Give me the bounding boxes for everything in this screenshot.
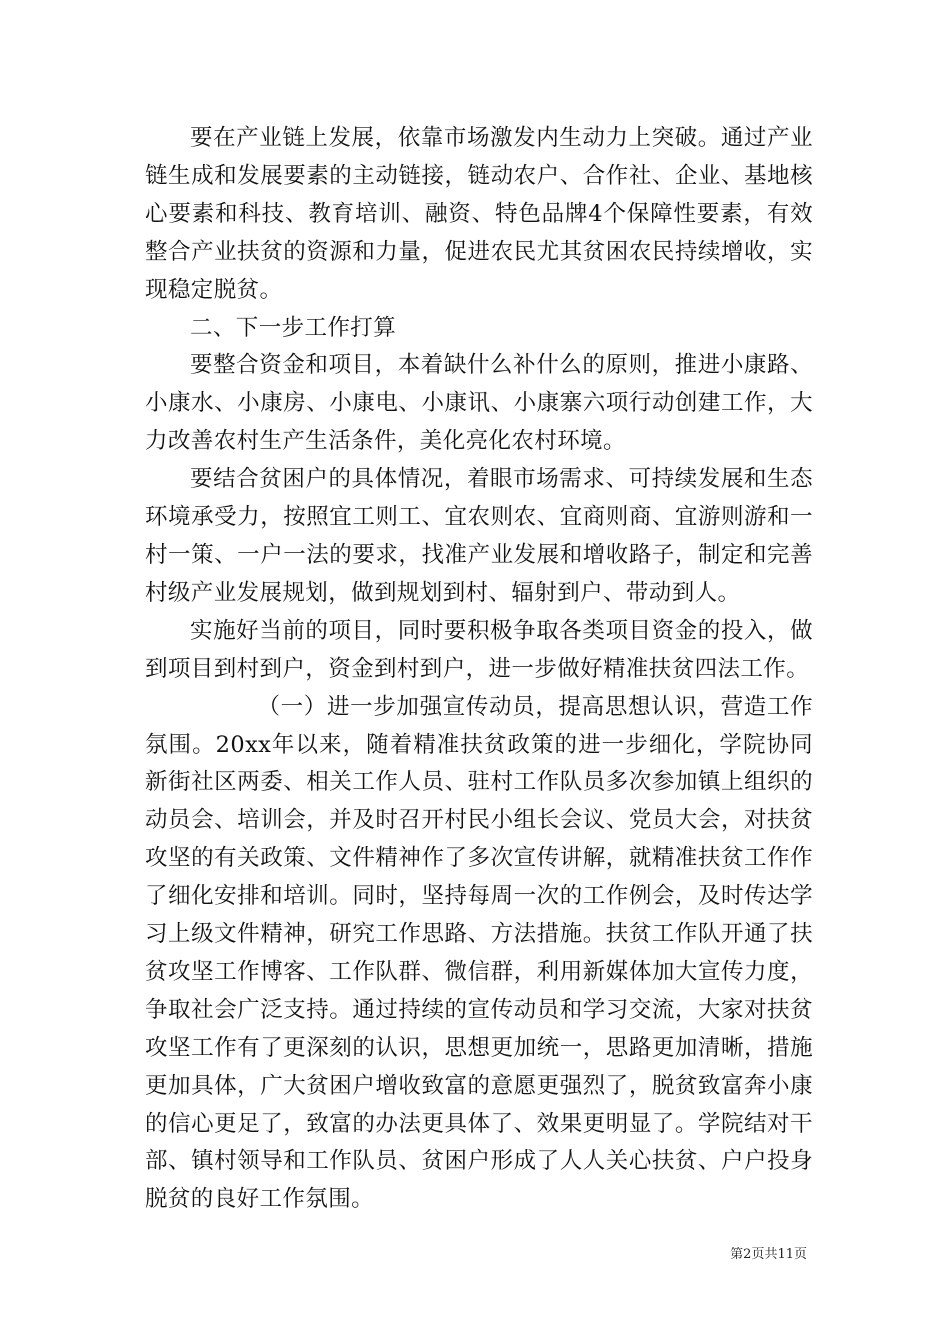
paragraph-publicity-mobilization: （一）进一步加强宣传动员，提高思想认识，营造工作氛围。20xx年以来，随着精准扶贫政策的进一步细化，学院协同新街社区两委、相关工作人员、驻村工作队员多次参加镇上组织的动员会、培训会，并及时召开村民小组长会议、党员大会，对扶贫攻坚的有关政策、文件精神作了多次宣传讲解，就精准扶贫工作作了细化安排和培训。同时，坚持每周一次的工作例会，及时传达学习上级文件精神，研究工作思路、方法措施。扶贫工作队开通了扶贫攻坚工作博客、工作队群、微信群，利用新媒体加大宣传力度，争取社会广泛支持。通过持续的宣传动员和学习交流，大家对扶贫攻坚工作有了更深刻的认识，思想更加统一，思路更加清晰，措施更加具体，广大贫困户增收致富的意愿更强烈了，脱贫致富奔小康的信心更足了，致富的办法更具体了、效果更明显了。学院结对干部、镇村领导和工作队员、贫困户形成了人人关心扶贫、户户投身脱贫的良好工作氛围。 [145,693,813,1213]
paragraph-poor-households: 要结合贫困户的具体情况，着眼市场需求、可持续发展和生态环境承受力，按照宜工则工、宜农则农、宜商则商、宜游则游和一村一策、一户一法的要求，找准产业发展和增收路子，制定和完善村级产业发展规划，做到规划到村、辐射到户、带动到人。 [145,466,813,606]
paragraph-industry-chain: 要在产业链上发展，依靠市场激发内生动力上突破。通过产业链生成和发展要素的主动链接，链动农户、合作社、企业、基地核心要素和科技、教育培训、融资、特色品牌4个保障性要素，有效整合产业扶贫的资源和力量，促进农民尤其贫困农民持续增收，实现稳定脱贫。 [145,125,813,303]
document-body [145,120,813,1219]
page-number-footer: 第2页共11页 [730,1247,807,1262]
paragraph-implement-projects: 实施好当前的项目，同时要积极争取各类项目资金的投入，做到项目到村到户，资金到村到户，进一步做好精准扶贫四法工作。 [145,617,813,682]
section-heading-next-steps: 二、下一步工作打算 [190,314,397,341]
paragraph-integrate-funds: 要整合资金和项目，本着缺什么补什么的原则，推进小康路、小康水、小康房、小康电、小康讯、小康寨六项行动创建工作，大力改善农村生产生活条件，美化亮化农村环境。 [145,352,813,455]
